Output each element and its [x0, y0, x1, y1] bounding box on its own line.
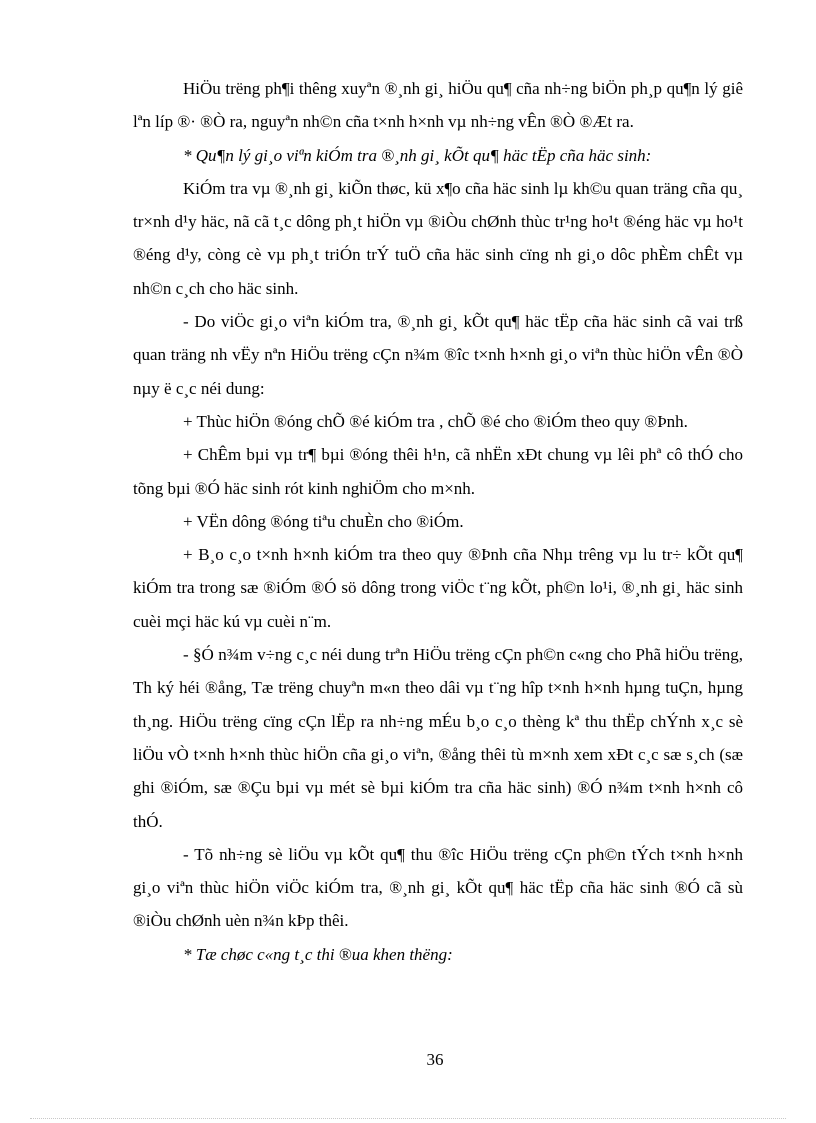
list-item-scoring-standards: + VËn dông ®óng tiªu chuÈn cho ®iÓm. — [183, 511, 464, 531]
section-heading-exam-management: * Qu¶n lý gi¸o viªn kiÓm tra ®¸nh gi¸ kÕt qu¶ häc tËp cña häc sinh: — [183, 145, 652, 165]
list-item-grading-feedback: + ChÊm bµi vµ tr¶ bµi ®óng thêi h¹n, cã nhËn xÐt chung vµ lêi phª cô thÓ cho tõng bµi ®Ó häc sinh rót kinh nghiÖm cho m×nh. — [133, 445, 743, 498]
paragraph-analysis: - Tõ nh÷ng sè liÖu vµ kÕt qu¶ thu ®îc HiÖu trëng cÇn ph©n tÝch t×nh h×nh gi¸o viªn thùc hiÖn viÖc kiÓm tra, ®¸nh gi¸ kÕt qu¶ häc tËp cña häc sinh ®Ó cã sù ®iÒu chØnh uèn n¾n kÞp thêi. — [133, 844, 743, 931]
page-number: 36 — [426, 1050, 444, 1069]
paragraph-teacher-role: - Do viÖc gi¸o viªn kiÓm tra, ®¸nh gi¸ kÕt qu¶ häc tËp cña häc sinh cã vai trß quan träng nh vËy nªn HiÖu trëng cÇn n¾m ®îc t×nh h×nh gi¸o viªn thùc hiÖn vÊn ®Ò nµy ë c¸c néi dung: — [133, 312, 743, 398]
document-body — [133, 72, 743, 971]
page-bottom-divider — [30, 1118, 786, 1119]
list-item-testing-regime: + Thùc hiÖn ®óng chÕ ®é kiÓm tra , chÕ ®é cho ®iÓm theo quy ®Þnh. — [183, 411, 688, 431]
paragraph-delegation: - §Ó n¾m v÷ng c¸c néi dung trªn HiÖu trëng cÇn ph©n c«ng cho Phã hiÖu trëng, Th ký héi ®ång, Tæ trëng chuyªn m«n theo dâi vµ t¨ng hîp t×nh h×nh hµng tuÇn, hµng th¸ng. HiÖu trëng cïng cÇn lËp ra nh÷ng mÉu b¸o c¸o thèng kª thu thËp chÝnh x¸c sè liÖu vÒ t×nh h×nh thùc hiÖn cña gi¸o viªn, ®ång thêi tù m×nh xem xÐt c¸c sæ s¸ch (sæ ghi ®iÓm, sæ ®Çu bµi vµ mét sè bµi kiÓm tra cña häc sinh) ®Ó n¾m t×nh h×nh cô thÓ. — [133, 645, 743, 831]
section-heading-emulation: * Tæ chøc c«ng t¸c thi ®ua khen thëng: — [183, 944, 453, 964]
paragraph-assessment-importance: KiÓm tra vµ ®¸nh gi¸ kiÕn thøc, kü x¶o cña häc sinh lµ kh©u quan träng cña qu¸ tr×nh d¹y häc, nã cã t¸c dông ph¸t hiÖn vµ ®iÒu chØnh thùc tr¹ng ho¹t ®éng häc vµ ho¹t ®éng d¹y, còng cè vµ ph¸t triÓn trÝ tuÖ cña häc sinh cïng nh gi¸o dôc phÈm chÊt vµ nh©n c¸ch cho häc sinh. — [133, 178, 743, 298]
list-item-reporting: + B¸o c¸o t×nh h×nh kiÓm tra theo quy ®Þnh cña Nhµ trêng vµ lu tr÷ kÕt qu¶ kiÓm tra trong sæ ®iÓm ®Ó sö dông trong viÖc t¨ng kÕt, ph©n lo¹i, ®¸nh gi¸ häc sinh cuèi mçi häc kú vµ cuèi n¨m. — [133, 545, 743, 631]
paragraph-principal-evaluation: HiÖu trëng ph¶i thêng xuyªn ®¸nh gi¸ hiÖu qu¶ cña nh÷ng biÖn ph¸p qu¶n lý giê lªn líp ®· ®Ò ra, nguyªn nh©n cña t×nh h×nh vµ nh÷ng vÊn ®Ò ®Æt ra. — [133, 79, 743, 132]
